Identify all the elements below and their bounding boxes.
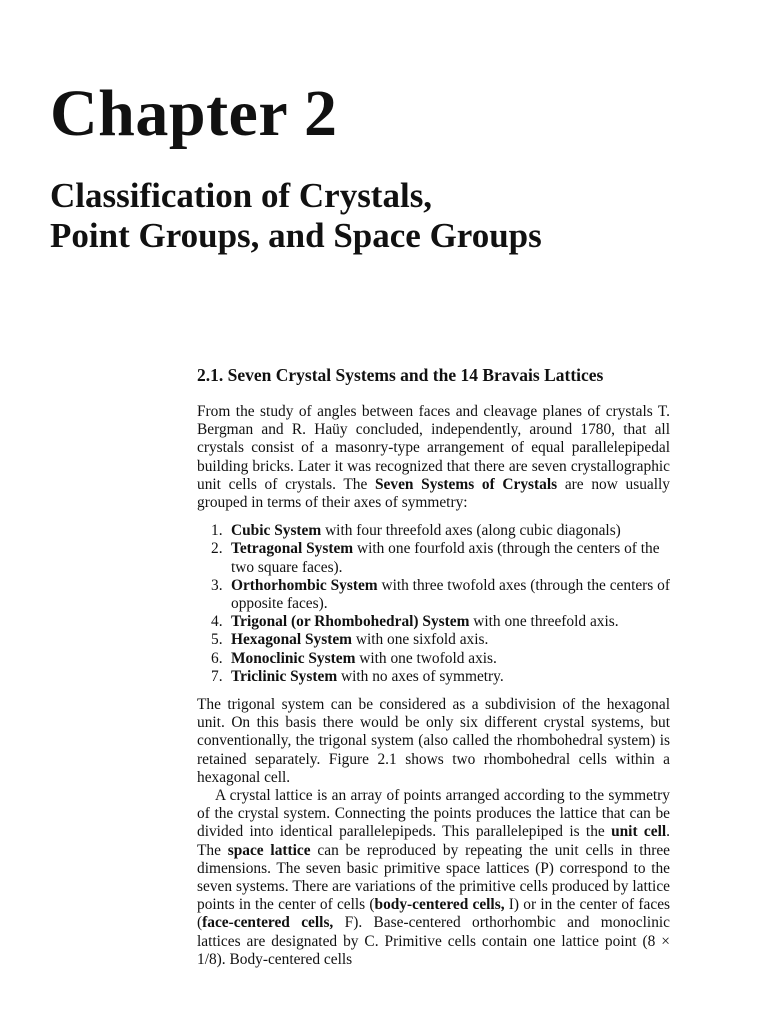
- intro-text-1: From the study of angles between faces and cleavage planes of crystals T. Bergman and R. Haüy concluded, independently, around 1780, that all crystals consist of a masonry-type arrangement of equal parallelepipedal building bricks. Later it was recognized that there are seven crystallographic unit cells of crystals. The: [197, 403, 670, 493]
- term-space-lattice: space lattice: [227, 841, 311, 859]
- lattice-text-2: . The: [197, 823, 670, 859]
- section-heading: 2.1. Seven Crystal Systems and the 14 Bravais Lattices: [197, 365, 604, 385]
- term-face-centered: face-centered cells,: [202, 914, 334, 932]
- system-description: with three twofold axes (through the centers of opposite faces).: [231, 576, 670, 613]
- list-item: [197, 577, 670, 613]
- term-unit-cell: unit cell: [611, 823, 667, 841]
- list-number: 2.: [211, 540, 223, 558]
- list-item: [197, 540, 670, 576]
- intro-bold-term: Seven Systems of Crystals: [375, 475, 558, 493]
- chapter-title: [50, 176, 542, 256]
- list-number: 1.: [211, 522, 223, 540]
- list-item: [197, 522, 670, 540]
- system-name: Hexagonal System: [231, 631, 352, 649]
- system-name: Cubic System: [231, 522, 322, 540]
- system-description: with one threefold axis.: [469, 613, 619, 631]
- system-name: Trigonal (or Rhombohedral) System: [231, 613, 470, 631]
- list-item: [197, 668, 670, 686]
- system-name: Monoclinic System: [231, 649, 356, 667]
- list-number: 4.: [211, 613, 223, 631]
- lattice-paragraph: [197, 787, 670, 969]
- list-number: 7.: [211, 667, 223, 685]
- list-item: [197, 650, 670, 668]
- list-item: [197, 631, 670, 649]
- intro-text-2: are now usually grouped in terms of their axes of symmetry:: [197, 475, 671, 512]
- term-body-centered: body-centered cells,: [374, 896, 505, 914]
- system-description: with no axes of symmetry.: [337, 667, 504, 685]
- intro-paragraph: [197, 403, 670, 512]
- lattice-text-3: can be reproduced by repeating the unit cells in three dimensions. The seven basic primitive space lattices (P) correspond to the seven systems. There are variations of the primitive cells produced by lattice points in the center of cells (: [197, 841, 670, 914]
- list-item: [197, 613, 670, 631]
- lattice-text-4: I) or in the center of faces (: [197, 896, 671, 932]
- crystal-systems-list: [197, 522, 670, 686]
- list-number: 6.: [211, 649, 223, 667]
- chapter-number: Chapter 2: [50, 77, 338, 150]
- text-column: [197, 364, 670, 969]
- system-description: with four threefold axes (along cubic diagonals): [321, 522, 621, 540]
- chapter-title-line-1: Classification of Crystals,: [50, 176, 433, 215]
- trigonal-paragraph: The trigonal system can be considered as a subdivision of the hexagonal unit. On this basis there would be only six different crystal systems, but conventionally, the trigonal system (also called the rhombohedral system) is retained separately. Figure 2.1 shows two rhombohedral cells within a hexagonal cell.: [197, 696, 670, 786]
- list-number: 5.: [211, 631, 223, 649]
- system-description: with one sixfold axis.: [351, 631, 489, 649]
- lattice-text-1: A crystal lattice is an array of points arranged according to the symmetry of the crystal system. Connecting the points produces the lattice that can be divided into identical parallelepipeds. This parallelepiped is the: [197, 787, 670, 841]
- system-description: with one twofold axis.: [355, 649, 497, 667]
- chapter-title-line-2: Point Groups, and Space Groups: [50, 216, 542, 255]
- list-number: 3.: [211, 576, 223, 594]
- system-name: Triclinic System: [231, 667, 338, 685]
- system-name: Tetragonal System: [231, 540, 354, 558]
- lattice-text-5: F). Base-centered orthorhombic and monoclinic lattices are designated by C. Primitive cells contain one lattice point (8 × 1/8). Body-centered cells: [197, 914, 670, 968]
- system-name: Orthorhombic System: [231, 576, 378, 594]
- system-description: with one fourfold axis (through the centers of the two square faces).: [231, 540, 660, 576]
